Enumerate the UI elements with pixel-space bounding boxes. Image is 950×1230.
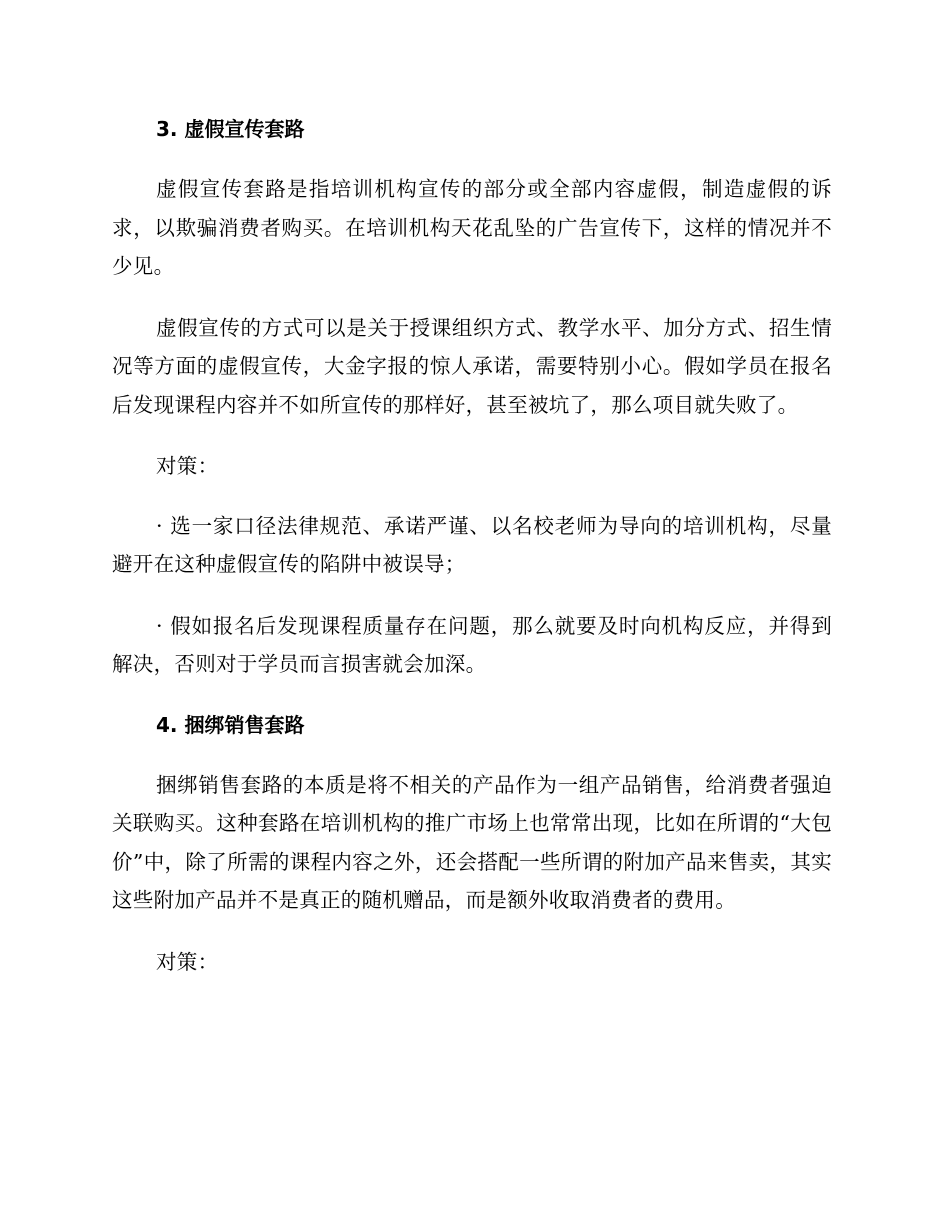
section-heading: 3. 虚假宣传套路 (156, 117, 305, 141)
paragraph: 虚假宣传套路是指培训机构宣传的部分或全部内容虚假，制造虚假的诉求，以欺骗消费者购买。在培训机构天花乱坠的广告宣传下，这样的情况并不少见。 (112, 177, 832, 278)
paragraph: 虚假宣传的方式可以是关于授课组织方式、教学水平、加分方式、招生情况等方面的虚假宣传，大金字报的惊人承诺，需要特别小心。假如学员在报名后发现课程内容并不如所宣传的那样好，甚至被坑了，那么项目就失败了。 (112, 315, 832, 417)
document-body (112, 111, 832, 1002)
countermeasure-label: 对策： (156, 949, 219, 974)
bullet-item: · 选一家口径法律规范、承诺严谨、以名校老师为导向的培训机构，尽量避开在这种虚假宣传的陷阱中被误导； (112, 513, 832, 576)
section-bundled-sales (112, 707, 832, 982)
section-heading: 4. 捆绑销售套路 (156, 712, 305, 737)
section-false-advertising (112, 111, 832, 684)
paragraph: 捆绑销售套路的本质是将不相关的产品作为一组产品销售，给消费者强迫关联购买。这种套路在培训机构的推广市场上也常常出现，比如在所谓的“大包价”中，除了所需的课程内容之外，还会搭配一些所谓的附加产品来售卖，其实这些附加产品并不是真正的随机赠品，而是额外收取消费者的费用。 (112, 772, 832, 912)
countermeasure-label: 对策： (156, 454, 219, 478)
bullet-item: · 假如报名后发现课程质量存在问题，那么就要及时向机构反应，并得到解决，否则对于学员而言损害就会加深。 (112, 613, 832, 676)
